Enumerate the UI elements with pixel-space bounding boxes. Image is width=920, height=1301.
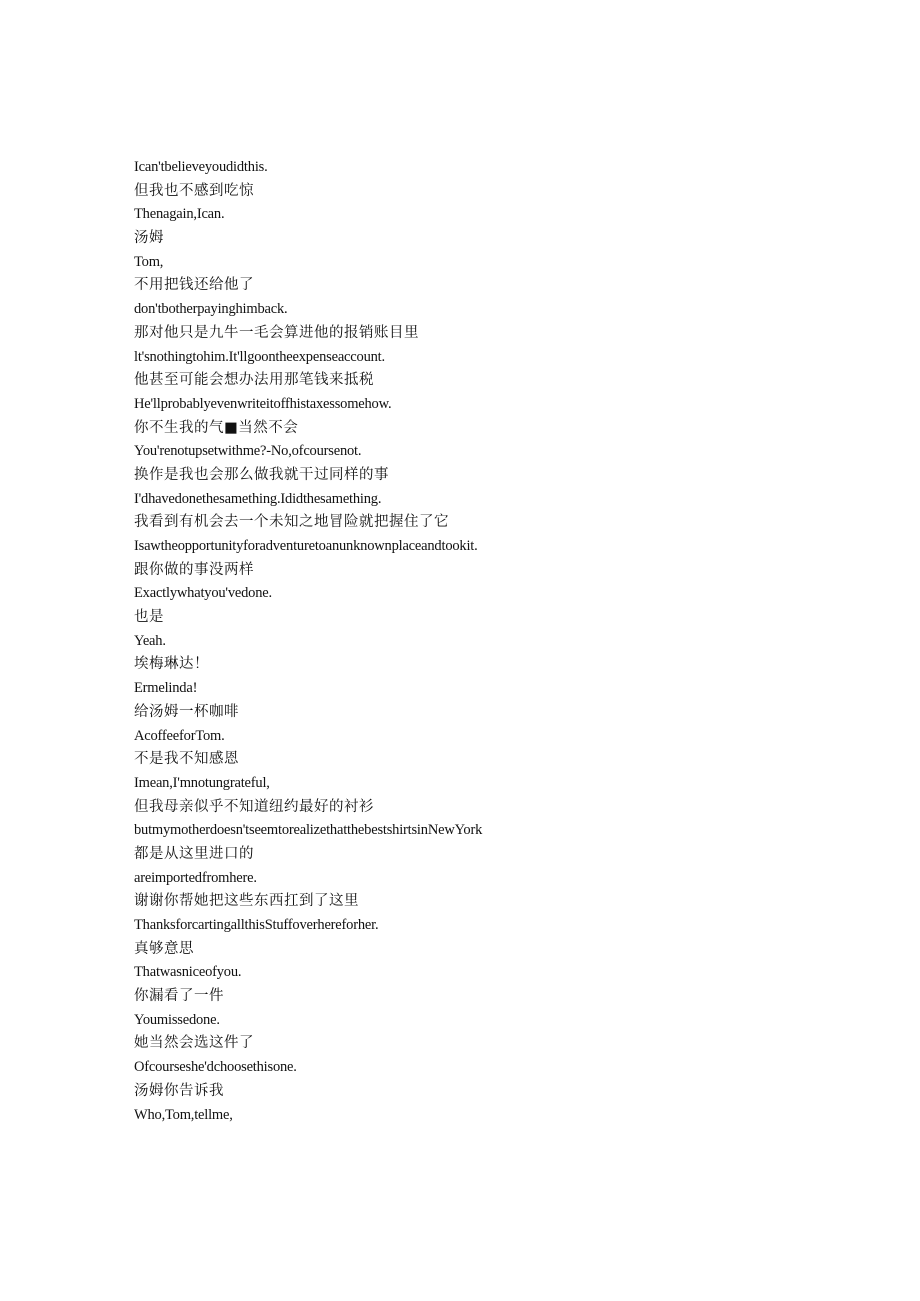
english-line: Tom, — [134, 253, 164, 270]
chinese-line: 真够意思 — [134, 940, 194, 957]
english-line: butmymotherdoesn'tseemtorealizethatthebestshirtsinNewYork — [134, 822, 483, 839]
english-line: Thenagain,Ican. — [134, 206, 225, 223]
english-line: Thatwasniceofyou. — [134, 964, 242, 981]
chinese-line: 都是从这里进口的 — [134, 845, 254, 862]
english-line: ThanksforcartingallthisStuffoverhereforher. — [134, 917, 379, 933]
chinese-line: 汤姆 — [134, 230, 164, 247]
english-line: He'llprobablyevenwriteitoffhistaxessomehow. — [134, 395, 392, 412]
chinese-line: 跟你做的事没两样 — [134, 561, 254, 578]
english-line: AcoffeeforTom. — [134, 727, 225, 744]
english-line: Ermelinda! — [134, 680, 198, 697]
subtitle-transcript — [134, 156, 834, 1127]
english-line: Ican'tbelieveyoudidthis. — [134, 159, 268, 175]
english-line: Who,Tom,tellme, — [134, 1106, 233, 1123]
chinese-line: 但我也不感到吃惊 — [134, 182, 254, 199]
chinese-line: 你不生我的气■当然不会 — [134, 419, 299, 436]
chinese-line: 不用把钱还给他了 — [134, 277, 254, 294]
chinese-line: 给汤姆一杯咖啡 — [134, 703, 239, 720]
chinese-line: 也是 — [134, 609, 164, 626]
english-line: areimportedfromhere. — [134, 869, 257, 886]
chinese-line: 埃梅琳达！ — [134, 656, 209, 673]
english-line: Ofcourseshe'dchoosethisone. — [134, 1059, 297, 1076]
english-line: You'renotupsetwithme?-No,ofcoursenot. — [134, 443, 362, 460]
chinese-line: 但我母亲似乎不知道纽约最好的衬衫 — [134, 798, 374, 815]
chinese-line: 她当然会选这件了 — [134, 1035, 254, 1052]
english-line: I'dhavedonethesamething.Ididthesamething. — [134, 490, 382, 507]
chinese-line: 谢谢你帮她把这些东西扛到了这里 — [134, 893, 359, 910]
chinese-line: 不是我不知感恩 — [134, 751, 239, 768]
chinese-line: 那对他只是九牛一毛会算进他的报销账目里 — [134, 324, 419, 341]
chinese-line: 我看到有机会去一个未知之地冒险就把握住了它 — [134, 514, 449, 531]
chinese-line: 汤姆你告诉我 — [134, 1082, 224, 1099]
english-line: Isawtheopportunityforadventuretoanunknownplaceandtookit. — [134, 538, 478, 554]
chinese-line: 他甚至可能会想办法用那笔钱来抵税 — [134, 372, 374, 389]
english-line: don'tbotherpayinghimback. — [134, 301, 288, 318]
chinese-line: 换作是我也会那么做我就干过同样的事 — [134, 466, 389, 483]
english-line: Yeah. — [134, 632, 166, 649]
english-line: Imean,I'mnotungrateful, — [134, 774, 270, 791]
english-line: Exactlywhatyou'vedone. — [134, 585, 272, 602]
english-line: lt'snothingtohim.It'llgoontheexpenseaccount. — [134, 348, 385, 365]
english-line: Youmissedone. — [134, 1011, 220, 1028]
chinese-line: 你漏看了一件 — [134, 988, 224, 1005]
